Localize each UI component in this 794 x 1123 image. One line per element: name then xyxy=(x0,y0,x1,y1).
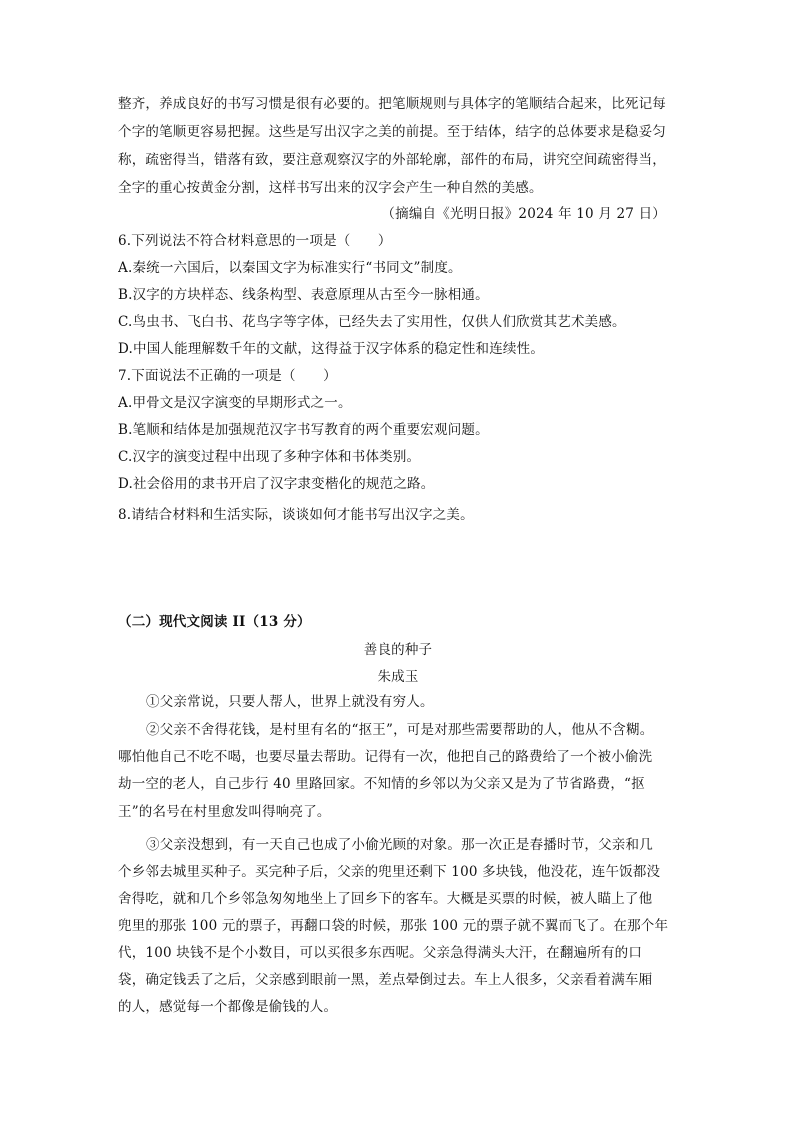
paragraph-2-line: 劫一空的老人，自己步行 40 里路回家。不知情的乡邻以为父亲又是为了节省路费，“抠 xyxy=(118,776,645,792)
question-7-stem: 7.下面说法不正确的一项是（ ） xyxy=(118,368,337,384)
question-7-option-d: D.社会俗用的隶书开启了汉字隶变楷化的规范之路。 xyxy=(118,476,435,492)
source-citation: （摘编自《光明日报》2024 年 10 月 27 日） xyxy=(381,206,666,222)
paragraph-2-line: 哪怕他自己不吃不喝，也要尽量去帮助。记得有一次，他把自己的路费给了一个被小偷洗 xyxy=(118,749,653,765)
section-heading: （二）现代文阅读 II（13 分） xyxy=(118,614,311,630)
question-6-option-a: A.秦统一六国后，以秦国文字为标准实行“书同文”制度。 xyxy=(118,260,462,276)
question-7-option-b: B.笔顺和结体是加强规范汉字书写教育的两个重要宏观问题。 xyxy=(118,422,489,438)
paragraph-3-line: 个乡邻去城里买种子。买完种子后，父亲的兜里还剩下 100 多块钱，他没花，连午饭都没 xyxy=(118,864,661,880)
question-6-option-c: C.鸟虫书、飞白书、花鸟字等字体，已经失去了实用性，仅供人们欣赏其艺术美感。 xyxy=(118,314,626,330)
paragraph-3-line: 舍得吃，就和几个乡邻急匆匆地坐上了回乡下的客车。大概是买票的时候，被人瞄上了他 xyxy=(118,891,653,907)
paragraph-1-line: ①父亲常说，只要人帮人，世界上就没有穷人。 xyxy=(146,694,434,710)
question-7-option-a: A.甲骨文是汉字演变的早期形式之一。 xyxy=(118,395,352,411)
paragraph-3-line: 袋，确定钱丢了之后，父亲感到眼前一黑，差点晕倒过去。车上人很多，父亲看着满车厢 xyxy=(118,972,653,988)
passage-line: 全字的重心按黄金分割，这样书写出来的汉字会产生一种自然的美感。 xyxy=(118,180,543,196)
paragraph-3-line: ③父亲没想到，有一天自己也成了小偷光顾的对象。那一次正是春播时节，父亲和几 xyxy=(146,837,653,853)
paragraph-3-line: 代，100 块钱不是个小数目，可以买很多东西呢。父亲急得满头大汗，在翻遍所有的口 xyxy=(118,945,643,961)
question-6-stem: 6.下列说法不符合材料意思的一项是（ ） xyxy=(118,233,392,249)
passage-line: 个字的笔顺更容易把握。这些是写出汉字之美的前提。至于结体，结字的总体要求是稳妥匀 xyxy=(118,124,666,140)
article-title: 善良的种子 xyxy=(363,642,433,658)
question-6-option-b: B.汉字的方块样态、线条构型、表意原理从古至今一脉相通。 xyxy=(118,287,489,303)
paragraph-2-line: 王”的名号在村里愈发叫得响亮了。 xyxy=(118,804,331,820)
paragraph-2-line: ②父亲不舍得花钱，是村里有名的“抠王”，可是对那些需要帮助的人，他从不含糊。 xyxy=(146,722,654,738)
article-author: 朱成玉 xyxy=(377,669,419,685)
paragraph-3-line: 的人，感觉每一个都像是偷钱的人。 xyxy=(118,999,338,1015)
passage-line: 称，疏密得当，错落有致，要注意观察汉字的外部轮廓，部件的布局，讲究空间疏密得当， xyxy=(118,152,666,168)
question-8-stem: 8.请结合材料和生活实际，谈谈如何才能书写出汉字之美。 xyxy=(118,507,474,523)
paragraph-3-line: 兜里的那张 100 元的票子，再翻口袋的时候，那张 100 元的票子就不翼而飞了。在那个年 xyxy=(118,918,669,934)
question-7-option-c: C.汉字的演变过程中出现了多种字体和书体类别。 xyxy=(118,449,421,465)
passage-line: 整齐，养成良好的书写习惯是很有必要的。把笔顺规则与具体字的笔顺结合起来，比死记每 xyxy=(118,96,666,112)
question-6-option-d: D.中国人能理解数千年的文献，这得益于汉字体系的稳定性和连续性。 xyxy=(118,341,545,357)
